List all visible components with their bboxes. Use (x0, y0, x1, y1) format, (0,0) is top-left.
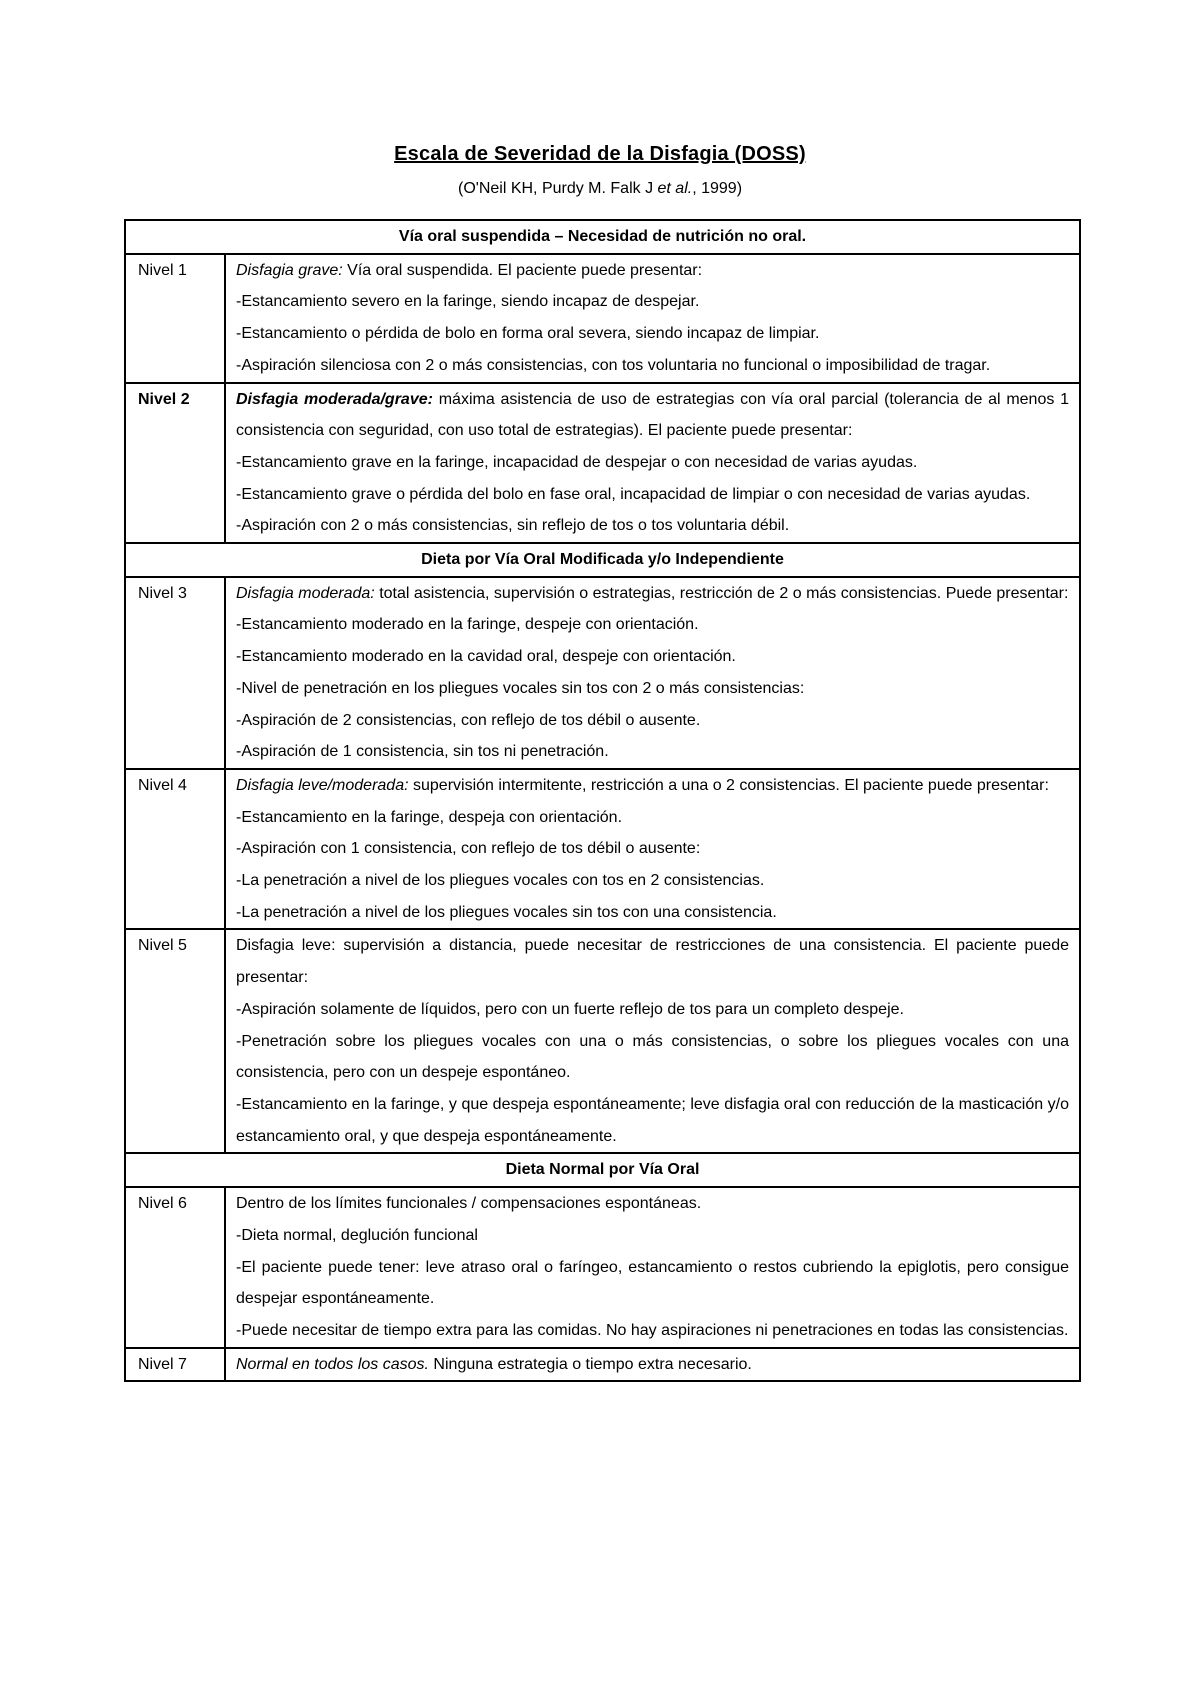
level-lead-rest: total asistencia, supervisión o estrategias, restricción de 2 o más consistencias. Puede presentar: (374, 584, 1069, 602)
level-lead-term: Disfagia moderada/grave: (236, 390, 433, 408)
citation (0, 180, 1200, 198)
level-lead-term: Disfagia grave: (236, 261, 343, 279)
section-header-normal-diet: Dieta Normal por Vía Oral (125, 1153, 1080, 1187)
level-description (225, 1348, 1080, 1382)
list-item: -Aspiración con 2 o más consistencias, sin reflejo de tos o tos voluntaria débil. (236, 517, 790, 535)
level-lead-term: Disfagia moderada: (236, 584, 375, 602)
level-lead (236, 930, 1069, 993)
table-row (125, 1348, 1080, 1382)
level-label: Nivel 2 (125, 383, 225, 544)
list-item: -Aspiración con 1 consistencia, con reflejo de tos débil o ausente: (236, 840, 701, 858)
list-item: -Nivel de penetración en los pliegues vocales sin tos con 2 o más consistencias: (236, 679, 805, 697)
level-lead-term: Normal en todos los casos. (236, 1355, 429, 1373)
section-header-nonoral: Vía oral suspendida – Necesidad de nutrición no oral. (125, 220, 1080, 254)
list-item: -Estancamiento moderado en la faringe, despeje con orientación. (236, 616, 699, 634)
section-row (125, 543, 1080, 577)
level-label: Nivel 1 (125, 254, 225, 383)
table-row (125, 929, 1080, 1153)
doss-table (124, 219, 1081, 1382)
level-description (225, 383, 1080, 544)
list-item: -Aspiración solamente de líquidos, pero con un fuerte reflejo de tos para un completo despeje. (236, 1000, 904, 1018)
list-item: -Estancamiento grave o pérdida del bolo en fase oral, incapacidad de limpiar o con necesidad de varias ayudas. (236, 485, 1031, 503)
level-lead-rest: supervisión a distancia, puede necesitar de restricciones de una consistencia. El paciente puede presentar: (236, 937, 1070, 987)
table-row (125, 254, 1080, 383)
level-lead: Dentro de los límites funcionales / compensaciones espontáneas. (236, 1195, 702, 1213)
level-label: Nivel 7 (125, 1348, 225, 1382)
level-description (225, 1187, 1080, 1348)
level-lead (236, 255, 1069, 287)
list-item: -Aspiración de 1 consistencia, sin tos ni penetración. (236, 743, 609, 761)
citation-after: , 1999) (692, 180, 743, 197)
list-item: -Dieta normal, deglución funcional (236, 1226, 478, 1244)
table-row (125, 769, 1080, 930)
document-title: Escala de Severidad de la Disfagia (DOSS) (394, 143, 806, 165)
level-description (225, 769, 1080, 930)
level-description (225, 929, 1080, 1153)
list-item: -Estancamiento o pérdida de bolo en forma oral severa, siendo incapaz de limpiar. (236, 325, 820, 343)
list-item: -La penetración a nivel de los pliegues vocales con tos en 2 consistencias. (236, 872, 765, 890)
level-lead-term: Disfagia leve: (236, 937, 336, 955)
table-row (125, 1187, 1080, 1348)
citation-before: (O'Neil KH, Purdy M. Falk J (457, 180, 658, 197)
list-item: -Estancamiento grave en la faringe, incapacidad de despejar o con necesidad de varias ayudas. (236, 453, 918, 471)
level-lead-rest: máxima asistencia de uso de estrategias con vía oral parcial (tolerancia de al menos 1 consistencia con seguridad, con uso total de estrategias). El paciente puede presentar: (236, 390, 1070, 440)
table-row (125, 383, 1080, 544)
level-label: Nivel 4 (125, 769, 225, 930)
list-item: -Estancamiento moderado en la cavidad oral, despeje con orientación. (236, 648, 736, 666)
table-row (125, 577, 1080, 769)
level-label: Nivel 5 (125, 929, 225, 1153)
section-row (125, 1153, 1080, 1187)
list-item: -La penetración a nivel de los pliegues vocales sin tos con una consistencia. (236, 903, 777, 921)
section-header-modified-diet: Dieta por Vía Oral Modificada y/o Independiente (125, 543, 1080, 577)
list-item: -Penetración sobre los pliegues vocales con una o más consistencias, o sobre los pliegues vocales con una consistencia, pero con un despeje espontáneo. (236, 1032, 1069, 1082)
level-lead-term: Disfagia leve/moderada: (236, 776, 409, 794)
level-description (225, 254, 1080, 383)
list-item: -Estancamiento severo en la faringe, siendo incapaz de despejar. (236, 293, 700, 311)
list-item: -Aspiración silenciosa con 2 o más consistencias, con tos voluntaria no funcional o imposibilidad de tragar. (236, 356, 991, 374)
level-description (225, 577, 1080, 769)
level-lead (236, 578, 1069, 610)
citation-italic: et al. (657, 180, 693, 197)
list-item: -El paciente puede tener: leve atraso oral o faríngeo, estancamiento o restos cubriendo la epiglotis, pero consigue despejar espontáneamente. (236, 1258, 1069, 1308)
level-lead (236, 770, 1069, 802)
level-label: Nivel 6 (125, 1187, 225, 1348)
level-lead (236, 1349, 1069, 1381)
level-lead-rest: Ninguna estrategia o tiempo extra necesario. (428, 1355, 752, 1373)
list-item: -Aspiración de 2 consistencias, con reflejo de tos débil o ausente. (236, 711, 701, 729)
list-item: -Puede necesitar de tiempo extra para las comidas. No hay aspiraciones ni penetraciones en todas las consistencias. (236, 1321, 1069, 1339)
list-item: -Estancamiento en la faringe, y que despeja espontáneamente; leve disfagia oral con reducción de la masticación y/o estancamiento oral, y que despeja espontáneamente. (236, 1095, 1069, 1145)
level-lead-rest: Vía oral suspendida. El paciente puede presentar: (342, 261, 703, 279)
level-lead (236, 384, 1069, 447)
level-lead-rest: supervisión intermitente, restricción a una o 2 consistencias. El paciente puede presentar: (408, 776, 1049, 794)
section-row (125, 220, 1080, 254)
level-label: Nivel 3 (125, 577, 225, 769)
list-item: -Estancamiento en la faringe, despeja con orientación. (236, 808, 623, 826)
